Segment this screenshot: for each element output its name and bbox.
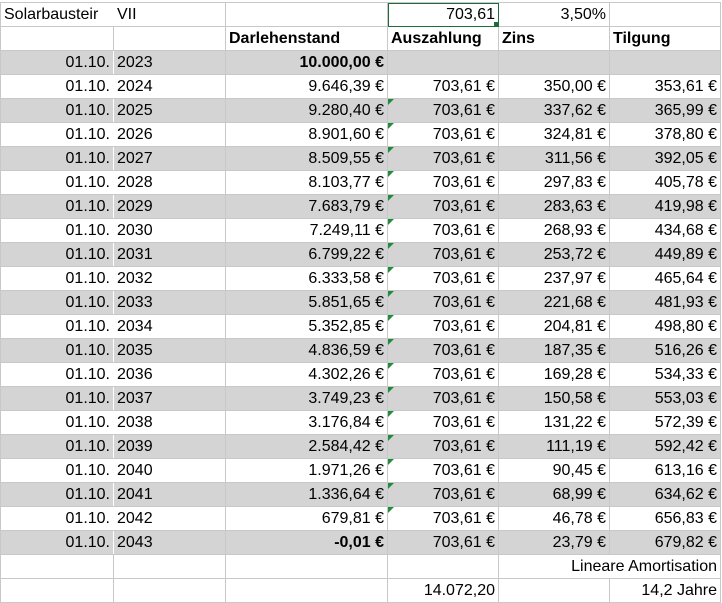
interest-cell[interactable]: 237,97 €: [499, 267, 610, 291]
payout-cell[interactable]: 703,61 €: [388, 291, 499, 315]
repayment-cell[interactable]: 634,62 €: [610, 483, 721, 507]
table-row: [1, 291, 721, 315]
table-row: [1, 51, 721, 75]
date-day-cell[interactable]: 01.10.: [1, 531, 114, 555]
date-day-cell[interactable]: 01.10.: [1, 435, 114, 459]
balance-cell[interactable]: 4.836,59 €: [226, 339, 388, 363]
payout-cell[interactable]: 703,61 €: [388, 195, 499, 219]
date-day-cell[interactable]: 01.10.: [1, 195, 114, 219]
date-day-cell[interactable]: 01.10.: [1, 387, 114, 411]
balance-cell[interactable]: 9.646,39 €: [226, 75, 388, 99]
date-year-cell[interactable]: 2038: [114, 411, 226, 435]
empty-cell[interactable]: [226, 579, 388, 603]
table-row: [1, 411, 721, 435]
interest-cell[interactable]: 68,99 €: [499, 483, 610, 507]
interest-cell[interactable]: 221,68 €: [499, 291, 610, 315]
table-row: [1, 363, 721, 387]
date-year-cell[interactable]: 2033: [114, 291, 226, 315]
balance-cell[interactable]: 5.352,85 €: [226, 315, 388, 339]
table-row: [1, 435, 721, 459]
date-day-cell[interactable]: 01.10.: [1, 411, 114, 435]
balance-cell[interactable]: 9.280,40 €: [226, 99, 388, 123]
totals-row: [1, 579, 721, 603]
table-row: [1, 219, 721, 243]
date-year-cell[interactable]: 2025: [114, 99, 226, 123]
table-row: [1, 339, 721, 363]
date-year-cell[interactable]: 2029: [114, 195, 226, 219]
empty-cell[interactable]: [226, 3, 388, 27]
amortisation-years-cell[interactable]: 14,2 Jahre: [610, 579, 721, 603]
header-interest[interactable]: Zins: [499, 27, 610, 51]
header-row: [1, 27, 721, 51]
repayment-cell[interactable]: 419,98 €: [610, 195, 721, 219]
table-row: [1, 123, 721, 147]
balance-cell[interactable]: 3.176,84 €: [226, 411, 388, 435]
table-row: [1, 171, 721, 195]
repayment-cell[interactable]: 553,03 €: [610, 387, 721, 411]
date-day-cell[interactable]: 01.10.: [1, 267, 114, 291]
empty-cell[interactable]: [226, 555, 388, 579]
sheet-name-cell[interactable]: Solarbausteir: [1, 3, 114, 27]
date-day-cell[interactable]: 01.10.: [1, 171, 114, 195]
payout-total-cell[interactable]: 14.072,20: [388, 579, 499, 603]
balance-cell[interactable]: 3.749,23 €: [226, 387, 388, 411]
repayment-cell[interactable]: 613,16 €: [610, 459, 721, 483]
interest-cell[interactable]: 169,28 €: [499, 363, 610, 387]
payout-cell[interactable]: 703,61 €: [388, 147, 499, 171]
rate-value-cell[interactable]: 703,61: [388, 3, 499, 27]
interest-cell[interactable]: 268,93 €: [499, 219, 610, 243]
repayment-cell[interactable]: 365,99 €: [610, 99, 721, 123]
interest-cell[interactable]: 23,79 €: [499, 531, 610, 555]
empty-cell[interactable]: [1, 579, 114, 603]
empty-cell[interactable]: [114, 27, 226, 51]
payout-cell[interactable]: 703,61 €: [388, 339, 499, 363]
payout-cell[interactable]: 703,61 €: [388, 483, 499, 507]
date-year-cell[interactable]: 2027: [114, 147, 226, 171]
table-row: [1, 147, 721, 171]
balance-cell[interactable]: 8.509,55 €: [226, 147, 388, 171]
payout-cell[interactable]: 703,61 €: [388, 123, 499, 147]
balance-cell[interactable]: 7.249,11 €: [226, 219, 388, 243]
payout-cell[interactable]: [388, 51, 499, 75]
empty-cell[interactable]: [114, 579, 226, 603]
repayment-cell[interactable]: 592,42 €: [610, 435, 721, 459]
interest-cell[interactable]: 350,00 €: [499, 75, 610, 99]
interest-cell[interactable]: 324,81 €: [499, 123, 610, 147]
date-day-cell[interactable]: 01.10.: [1, 483, 114, 507]
repayment-cell[interactable]: 465,64 €: [610, 267, 721, 291]
repayment-cell[interactable]: 534,33 €: [610, 363, 721, 387]
interest-cell[interactable]: 204,81 €: [499, 315, 610, 339]
payout-cell[interactable]: 703,61 €: [388, 75, 499, 99]
table-row: [1, 195, 721, 219]
balance-cell[interactable]: 8.901,60 €: [226, 123, 388, 147]
payout-cell[interactable]: 703,61 €: [388, 219, 499, 243]
amortisation-label-cell[interactable]: Lineare Amortisation: [499, 555, 721, 579]
table-row: [1, 483, 721, 507]
date-day-cell[interactable]: 01.10.: [1, 507, 114, 531]
table-row: [1, 315, 721, 339]
date-day-cell[interactable]: 01.10.: [1, 123, 114, 147]
empty-cell[interactable]: [610, 3, 721, 27]
date-day-cell[interactable]: 01.10.: [1, 363, 114, 387]
interest-cell[interactable]: 131,22 €: [499, 411, 610, 435]
interest-cell[interactable]: 90,45 €: [499, 459, 610, 483]
payout-cell[interactable]: 703,61 €: [388, 435, 499, 459]
header-balance[interactable]: Darlehenstand: [226, 27, 388, 51]
date-year-cell[interactable]: 2026: [114, 123, 226, 147]
repayment-cell[interactable]: 434,68 €: [610, 219, 721, 243]
interest-cell[interactable]: 187,35 €: [499, 339, 610, 363]
date-year-cell[interactable]: 2028: [114, 171, 226, 195]
date-year-cell[interactable]: 2023: [114, 51, 226, 75]
table-row: [1, 459, 721, 483]
date-year-cell[interactable]: 2024: [114, 75, 226, 99]
date-day-cell[interactable]: 01.10.: [1, 291, 114, 315]
interest-cell[interactable]: 283,63 €: [499, 195, 610, 219]
title-row: [1, 3, 721, 27]
balance-cell[interactable]: 10.000,00 €: [226, 51, 388, 75]
interest-cell[interactable]: 253,72 €: [499, 243, 610, 267]
date-year-cell[interactable]: 2034: [114, 315, 226, 339]
date-year-cell[interactable]: 2036: [114, 363, 226, 387]
interest-cell[interactable]: 46,78 €: [499, 507, 610, 531]
table-row: [1, 531, 721, 555]
repayment-cell[interactable]: 481,93 €: [610, 291, 721, 315]
empty-cell[interactable]: [1, 27, 114, 51]
table-row: [1, 243, 721, 267]
interest-cell[interactable]: 311,56 €: [499, 147, 610, 171]
table-row: [1, 75, 721, 99]
table-row: [1, 99, 721, 123]
balance-cell[interactable]: 1.336,64 €: [226, 483, 388, 507]
interest-cell[interactable]: 150,58 €: [499, 387, 610, 411]
interest-cell[interactable]: 297,83 €: [499, 171, 610, 195]
payout-cell[interactable]: 703,61 €: [388, 411, 499, 435]
table-row: [1, 267, 721, 291]
repayment-cell[interactable]: 392,05 €: [610, 147, 721, 171]
balance-cell[interactable]: 679,81 €: [226, 507, 388, 531]
repayment-cell[interactable]: 405,78 €: [610, 171, 721, 195]
date-day-cell[interactable]: 01.10.: [1, 75, 114, 99]
payout-cell[interactable]: 703,61 €: [388, 171, 499, 195]
date-day-cell[interactable]: 01.10.: [1, 99, 114, 123]
date-year-cell[interactable]: 2037: [114, 387, 226, 411]
date-year-cell[interactable]: 2041: [114, 483, 226, 507]
table-row: [1, 507, 721, 531]
interest-rate-cell[interactable]: 3,50%: [499, 3, 610, 27]
payout-cell[interactable]: 703,61 €: [388, 363, 499, 387]
date-year-cell[interactable]: 2040: [114, 459, 226, 483]
date-day-cell[interactable]: 01.10.: [1, 459, 114, 483]
repayment-cell[interactable]: 378,80 €: [610, 123, 721, 147]
date-year-cell[interactable]: 2043: [114, 531, 226, 555]
balance-cell[interactable]: 6.799,22 €: [226, 243, 388, 267]
repayment-cell[interactable]: [610, 51, 721, 75]
empty-cell[interactable]: [499, 579, 610, 603]
repayment-cell[interactable]: 449,89 €: [610, 243, 721, 267]
date-day-cell[interactable]: 01.10.: [1, 219, 114, 243]
repayment-cell[interactable]: 498,80 €: [610, 315, 721, 339]
payout-cell[interactable]: 703,61 €: [388, 315, 499, 339]
date-day-cell[interactable]: 01.10.: [1, 339, 114, 363]
payout-cell[interactable]: 703,61 €: [388, 387, 499, 411]
amortisation-label-row: [1, 555, 721, 579]
date-year-cell[interactable]: 2031: [114, 243, 226, 267]
interest-cell[interactable]: 111,19 €: [499, 435, 610, 459]
repayment-cell[interactable]: 516,26 €: [610, 339, 721, 363]
date-day-cell[interactable]: 01.10.: [1, 147, 114, 171]
sheet-roman-cell[interactable]: VII: [114, 3, 226, 27]
balance-cell[interactable]: 1.971,26 €: [226, 459, 388, 483]
loan-table: [0, 2, 721, 603]
balance-cell[interactable]: 4.302,26 €: [226, 363, 388, 387]
payout-cell[interactable]: 703,61 €: [388, 531, 499, 555]
empty-cell[interactable]: [114, 555, 226, 579]
header-repayment[interactable]: Tilgung: [610, 27, 721, 51]
repayment-cell[interactable]: 572,39 €: [610, 411, 721, 435]
date-year-cell[interactable]: 2042: [114, 507, 226, 531]
balance-cell[interactable]: -0,01 €: [226, 531, 388, 555]
balance-cell[interactable]: 2.584,42 €: [226, 435, 388, 459]
payout-cell[interactable]: 703,61 €: [388, 267, 499, 291]
payout-cell[interactable]: 703,61 €: [388, 99, 499, 123]
balance-cell[interactable]: 7.683,79 €: [226, 195, 388, 219]
repayment-cell[interactable]: 679,82 €: [610, 531, 721, 555]
payout-cell[interactable]: 703,61 €: [388, 507, 499, 531]
interest-cell[interactable]: 337,62 €: [499, 99, 610, 123]
date-year-cell[interactable]: 2039: [114, 435, 226, 459]
payout-cell[interactable]: 703,61 €: [388, 459, 499, 483]
date-year-cell[interactable]: 2035: [114, 339, 226, 363]
table-row: [1, 387, 721, 411]
interest-cell[interactable]: [499, 51, 610, 75]
header-payout[interactable]: Auszahlung: [388, 27, 499, 51]
date-day-cell[interactable]: 01.10.: [1, 51, 114, 75]
repayment-cell[interactable]: 353,61 €: [610, 75, 721, 99]
balance-cell[interactable]: 8.103,77 €: [226, 171, 388, 195]
empty-cell[interactable]: [388, 555, 499, 579]
payout-cell[interactable]: 703,61 €: [388, 243, 499, 267]
balance-cell[interactable]: 6.333,58 €: [226, 267, 388, 291]
balance-cell[interactable]: 5.851,65 €: [226, 291, 388, 315]
date-day-cell[interactable]: 01.10.: [1, 315, 114, 339]
empty-cell[interactable]: [1, 555, 114, 579]
date-year-cell[interactable]: 2030: [114, 219, 226, 243]
date-day-cell[interactable]: 01.10.: [1, 243, 114, 267]
repayment-cell[interactable]: 656,83 €: [610, 507, 721, 531]
date-year-cell[interactable]: 2032: [114, 267, 226, 291]
